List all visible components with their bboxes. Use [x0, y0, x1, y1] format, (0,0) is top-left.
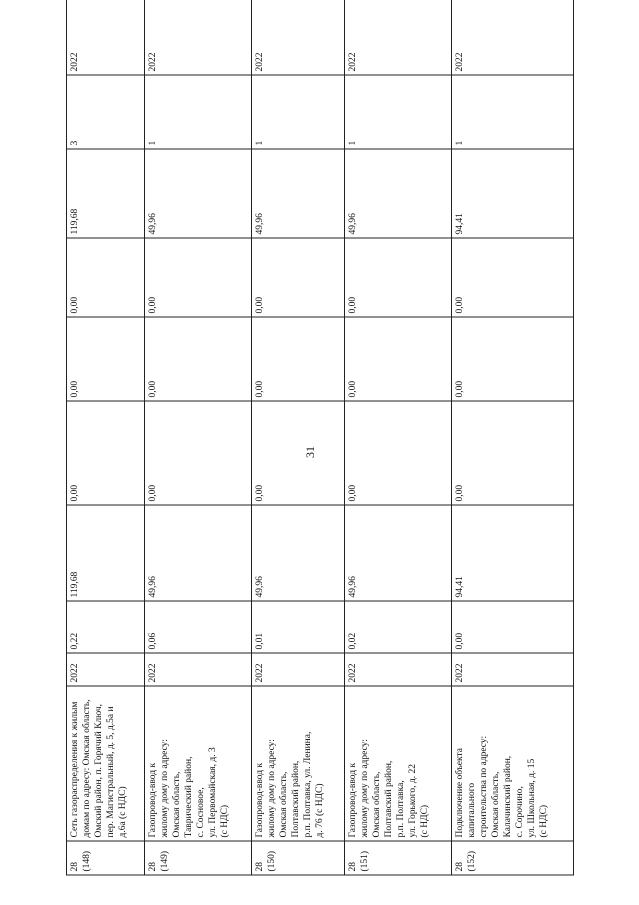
value-total: 119,68 — [67, 149, 145, 238]
object-name: Газопровод-ввод к жилому дому по адресу: Омская область, Таврический район, с. Сосновое, ул. Первомайская, д. 3 (с НДС) — [145, 686, 252, 841]
value-count: 3 — [67, 75, 145, 149]
year-b: 2022 — [145, 0, 252, 75]
page-number: 31 — [303, 446, 317, 458]
row-id-text: 28 (150) — [255, 850, 278, 872]
value-count: 1 — [145, 75, 252, 149]
year-b: 2022 — [67, 0, 145, 75]
row-id-text: 28 (148) — [70, 850, 92, 872]
row-id-text: 28 (151) — [348, 850, 371, 872]
value-col-4: 0,00 — [145, 317, 252, 401]
value-col-3: 0,00 — [452, 401, 574, 505]
value-length: 0,01 — [252, 601, 345, 653]
start-year: 2022 — [452, 653, 574, 686]
row-id — [145, 841, 252, 875]
value-col-3: 0,00 — [145, 401, 252, 505]
value-col-4: 0,00 — [252, 317, 345, 401]
year-b: 2022 — [252, 0, 345, 75]
row-id-text: 28 (152) — [455, 850, 478, 872]
value-count: 1 — [345, 75, 452, 149]
value-total: 49,96 — [345, 149, 452, 238]
object-name: Газопровод-ввод к жилому дому по адресу: Омская область, Полтавский район, р.п. Полтавка, ул. Ленина, д. 76 (с НДС) — [252, 686, 345, 841]
start-year: 2022 — [67, 653, 145, 686]
table-row — [345, 0, 452, 875]
start-year: 2022 — [145, 653, 252, 686]
value-col-5: 0,00 — [252, 238, 345, 317]
start-year: 2022 — [345, 653, 452, 686]
start-year: 2022 — [252, 653, 345, 686]
value-col-4: 0,00 — [345, 317, 452, 401]
year-b: 2022 — [452, 0, 574, 75]
value-length: 0,06 — [145, 601, 252, 653]
object-name: Подключение объекта капитального строительства по адресу: Омская область, Калачинский район, с. Сорочино, ул. Школьная, д. 15 (с НДС) — [452, 686, 574, 841]
value-col-5: 0,00 — [145, 238, 252, 317]
value-length: 0,02 — [345, 601, 452, 653]
object-name: Сеть газораспределения к жилым домам по адресу: Омская область, Омский район, п. Горячий Ключ, пер. Магистральный, д. 5, д.5а и д.6а (с НДС) — [67, 686, 145, 841]
value-total: 49,96 — [252, 149, 345, 238]
year-b: 2022 — [345, 0, 452, 75]
value-col-5: 0,00 — [452, 238, 574, 317]
value-col-3: 0,00 — [345, 401, 452, 505]
investment-program-table — [66, 0, 574, 876]
row-id — [252, 841, 345, 875]
value-length: 0,00 — [452, 601, 574, 653]
value-col-4: 0,00 — [452, 317, 574, 401]
rotated-table-container — [66, 31, 574, 876]
value-col-3: 0,00 — [67, 401, 145, 505]
value-col-5: 0,00 — [345, 238, 452, 317]
row-id — [345, 841, 452, 875]
value-cost: 94,41 — [452, 505, 574, 601]
row-id — [452, 841, 574, 875]
row-id-text: 28 (149) — [148, 850, 171, 872]
value-cost: 49,96 — [145, 505, 252, 601]
value-col-4: 0,00 — [67, 317, 145, 401]
value-count: 1 — [252, 75, 345, 149]
table-row — [145, 0, 252, 875]
value-total: 94,41 — [452, 149, 574, 238]
value-cost: 119,68 — [67, 505, 145, 601]
row-id — [67, 841, 145, 875]
value-count: 1 — [452, 75, 574, 149]
table-row — [452, 0, 574, 875]
value-col-5: 0,00 — [67, 238, 145, 317]
value-length: 0,22 — [67, 601, 145, 653]
table-row — [67, 0, 145, 875]
value-col-3: 0,00 — [252, 401, 345, 505]
table-row — [252, 0, 345, 875]
object-name: Газопровод-ввод к жилому дому по адресу: Омская область, Полтавский район, р.п. Полтавка, ул. Горького, д. 22 (с НДС) — [345, 686, 452, 841]
value-cost: 49,96 — [252, 505, 345, 601]
value-cost: 49,96 — [345, 505, 452, 601]
value-total: 49,96 — [145, 149, 252, 238]
